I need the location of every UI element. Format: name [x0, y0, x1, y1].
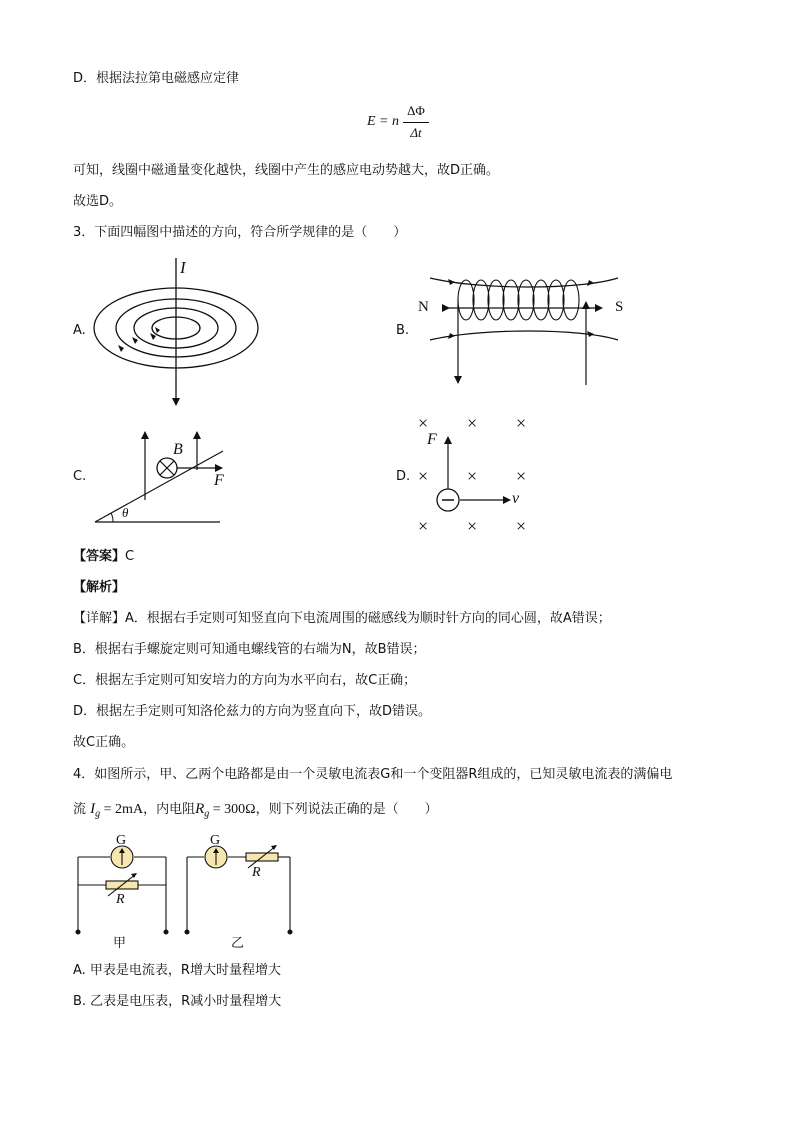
fraction-bar: [403, 122, 429, 123]
figure-c-incline: [95, 432, 223, 522]
option-b-label: B.: [396, 323, 410, 338]
cross-icon: ×: [467, 466, 478, 486]
question-3-figures: [0, 250, 794, 570]
answer-value: C: [125, 549, 135, 564]
detail-d: D．根据左手定则可知洛伦兹力的方向为竖直向下，故D错误。: [73, 704, 432, 719]
stem-text: ，内电阻: [143, 802, 196, 817]
circuit-yi: [185, 846, 292, 934]
cross-icon: ×: [516, 413, 527, 433]
stem-text: 流: [73, 802, 87, 817]
choose-d: 故选D。: [73, 194, 123, 209]
answer-bracket: 【答案】: [73, 549, 126, 564]
cross-icon: ×: [418, 516, 429, 536]
circuit-jia: [76, 846, 168, 934]
d-conclusion: 可知，线圈中磁通量变化越快，线圈中产生的感应电动势越大，故D正确。: [73, 163, 500, 178]
question-4-stem-line1: 4．如图所示，甲、乙两个电路都是由一个灵敏电流表G和一个变阻器R组成的，已知灵敏电流表的满偏电: [73, 767, 673, 782]
pole-s-label: S: [615, 299, 624, 315]
circuit-yi-label: 乙: [231, 936, 245, 951]
rg-symbol: R: [195, 801, 205, 817]
ig-value: = 2mA: [100, 802, 144, 817]
pole-n-label: N: [418, 299, 429, 315]
detail-c: C．根据左手定则可知安培力的方向为水平向右，故C正确；: [73, 673, 417, 688]
option-d-label: D.: [396, 469, 411, 484]
detail-b: B．根据右手螺旋定则可知通电螺线管的右端为N，故B错误；: [73, 642, 426, 657]
conclusion-c: 故C正确。: [73, 735, 135, 750]
equation-numerator: ΔΦ: [407, 103, 425, 118]
cross-icon: ×: [516, 466, 527, 486]
cross-icon: ×: [516, 516, 527, 536]
ig-subscript: g: [95, 808, 101, 820]
option-c-label: C.: [73, 469, 87, 484]
angle-theta-label: θ: [122, 505, 129, 520]
stem-text: ，则下列说法正确的是（ ）: [255, 802, 438, 817]
question-4-stem-line2: [73, 800, 438, 824]
option-a-label: A.: [73, 323, 86, 338]
velocity-label: v: [512, 490, 520, 507]
rg-subscript: g: [204, 808, 210, 820]
cross-icon: ×: [418, 466, 429, 486]
galvanometer-label-yi: G: [210, 833, 221, 848]
force-f-label-c: F: [214, 472, 224, 489]
cross-icon: ×: [418, 413, 429, 433]
galvanometer-label-jia: G: [116, 833, 127, 848]
ig-symbol: I: [90, 801, 96, 817]
analysis-heading: 【解析】: [73, 580, 126, 595]
answer-line: [73, 548, 134, 566]
current-label: I: [180, 258, 186, 277]
circuit-jia-label: 甲: [113, 936, 127, 951]
cross-icon: ×: [467, 516, 478, 536]
resistor-label-jia: R: [116, 892, 125, 907]
equation-lhs: E = n: [367, 114, 399, 129]
figure-b-solenoid: [430, 278, 618, 385]
question-4-option-a: A. 甲表是电流表，R增大时量程增大: [73, 963, 281, 978]
detail-a: 【详解】A．根据右手定则可知竖直向下电流周围的磁感线为顺时针方向的同心圆，故A错误；: [73, 611, 611, 626]
question-4-option-b: B. 乙表是电压表，R减小时量程增大: [73, 994, 282, 1009]
figure-a-concentric-field: [94, 258, 258, 405]
question-3-stem: 3．下面四幅图中描述的方向，符合所学规律的是（ ）: [73, 225, 407, 240]
field-b-label: B: [173, 441, 183, 458]
cross-icon: ×: [467, 413, 478, 433]
force-f-label-d: F: [427, 431, 437, 448]
equation-denominator: Δt: [410, 125, 422, 140]
rg-value: = 300Ω: [209, 802, 256, 817]
resistor-label-yi: R: [252, 865, 261, 880]
d-intro: D．根据法拉第电磁感应定律: [73, 71, 240, 86]
